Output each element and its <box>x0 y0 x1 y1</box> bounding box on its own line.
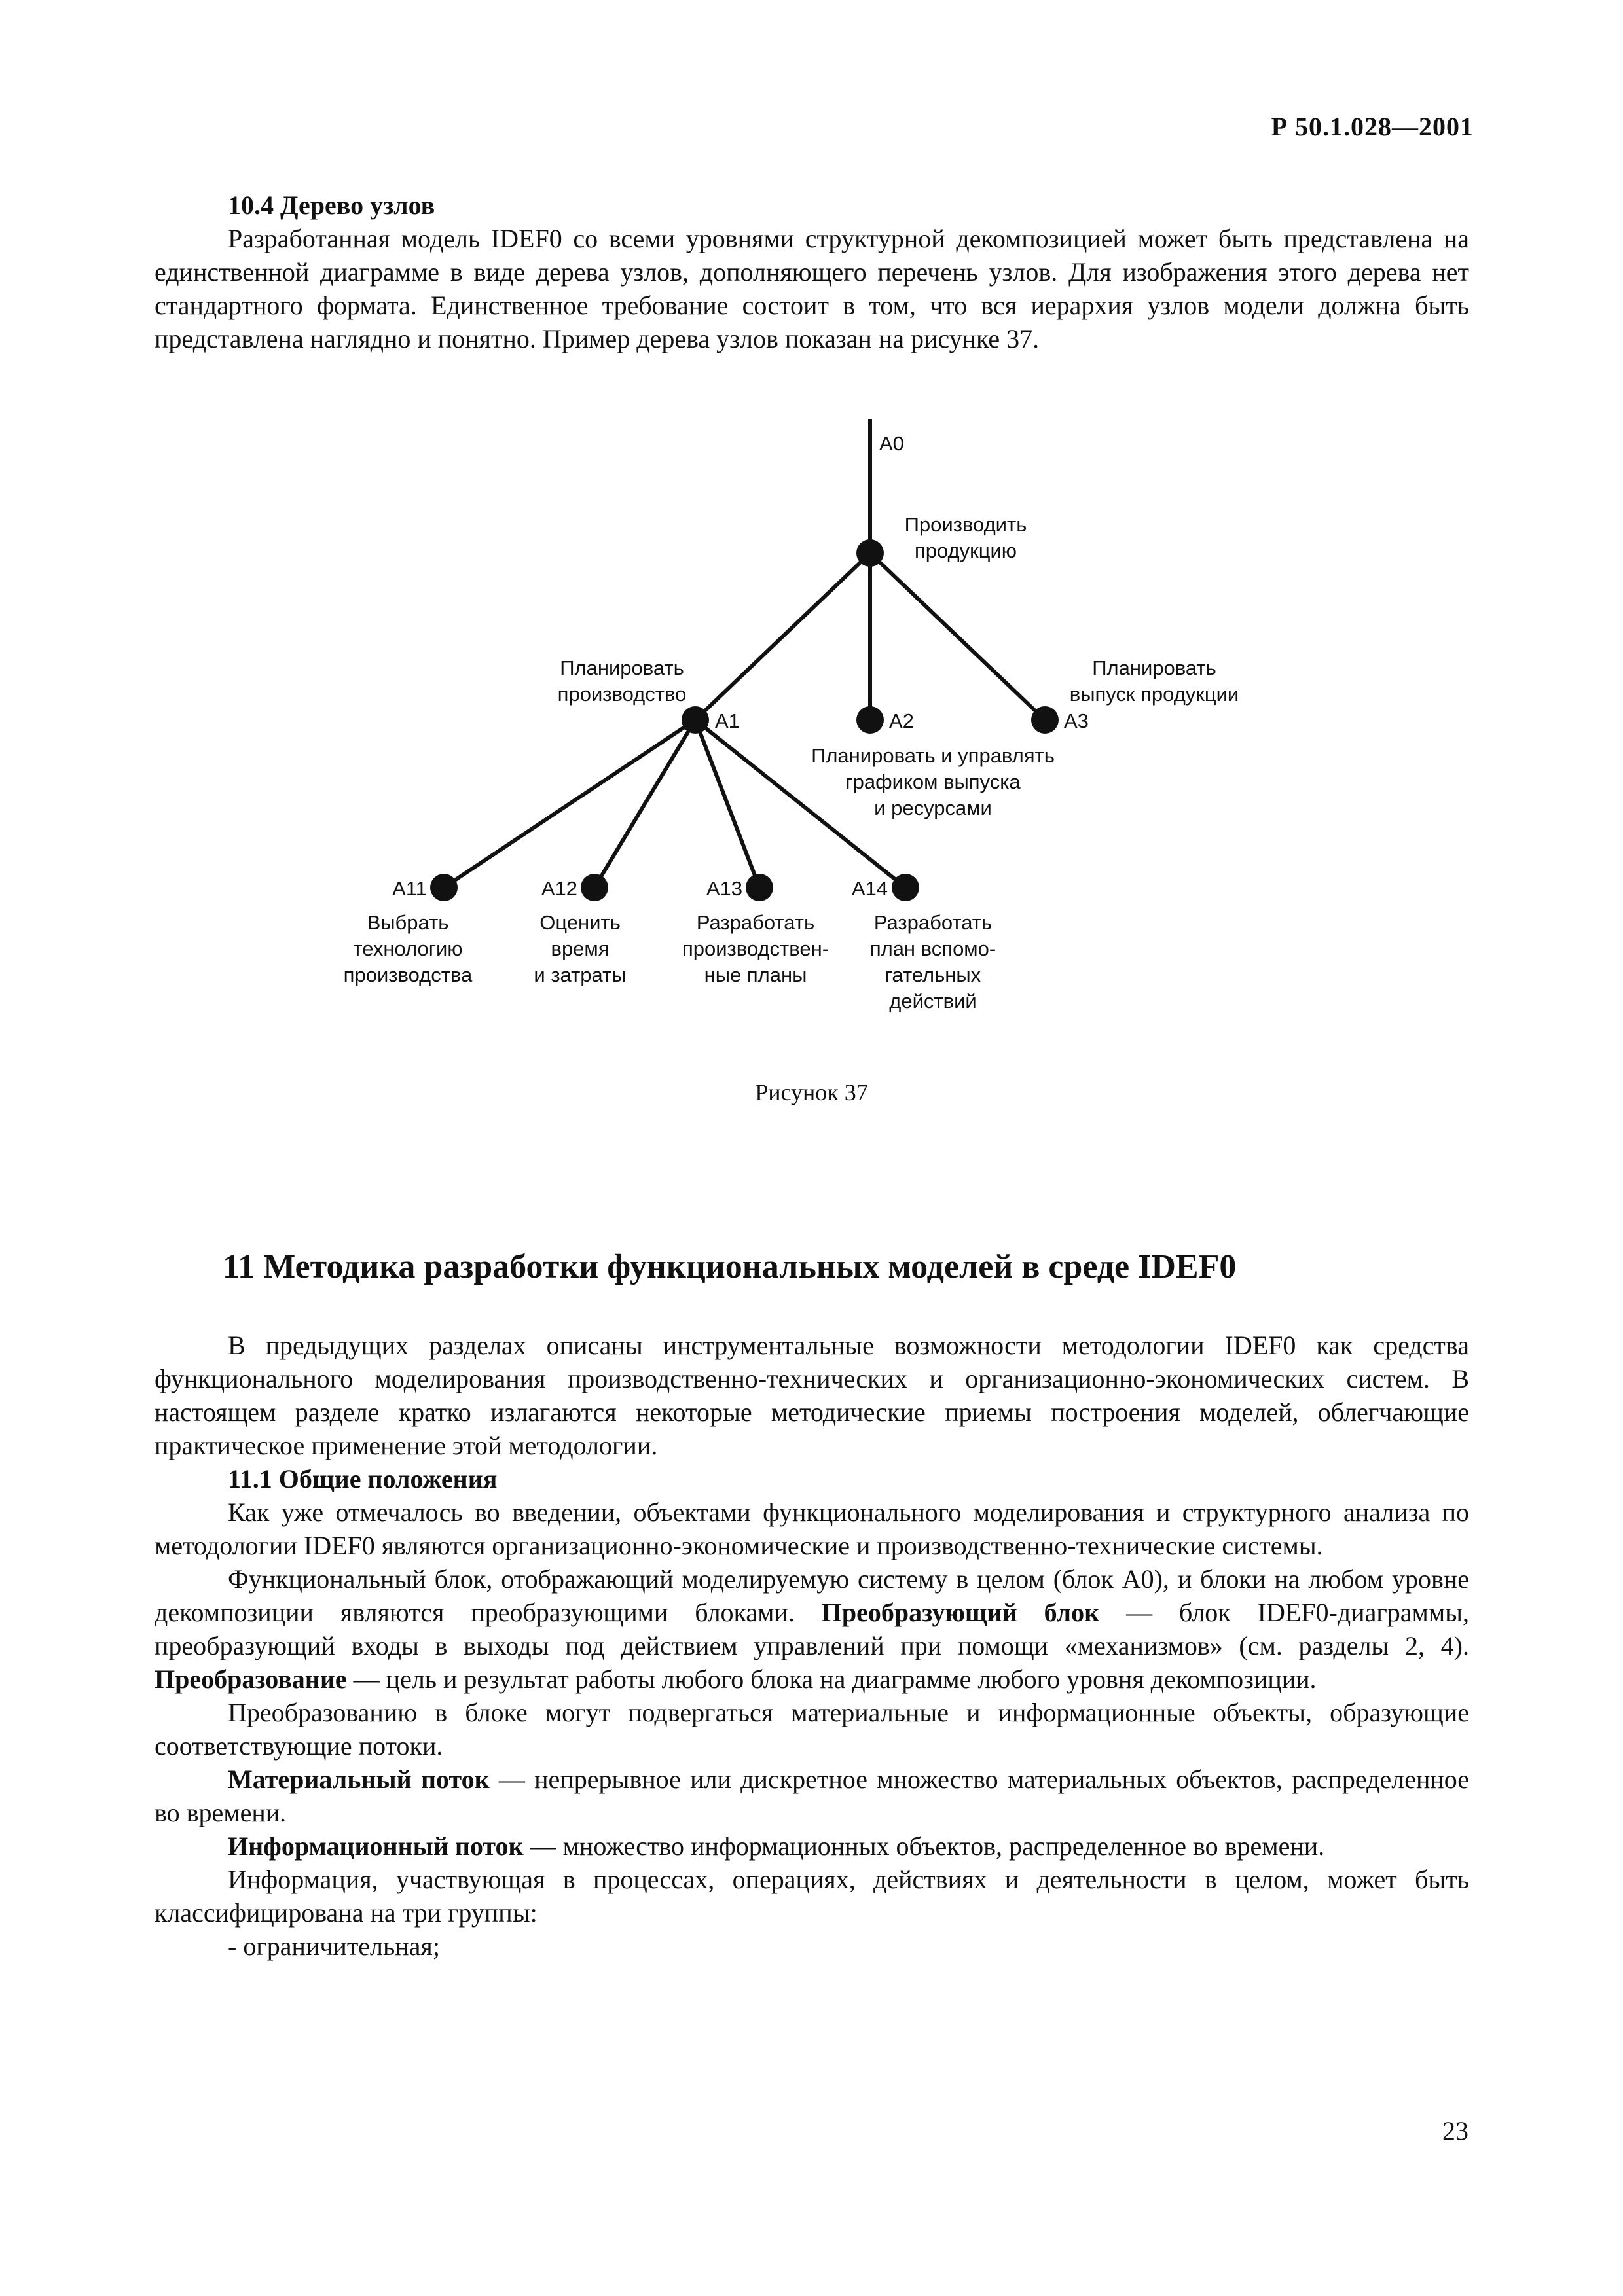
node-a14-title-line: гательных <box>884 963 981 986</box>
figure-caption: Рисунок 37 <box>755 1079 868 1105</box>
chapter-11-intro: В предыдущих разделах описаны инструментальные возможности методологии IDEF0 как средства функционального моделирования производственно-технических и организационно-экономических систем. В настоящем разделе кратко излагаются некоторые методические приемы построения моделей, облегчающие практическое применение этой методологии. <box>155 1331 1469 1460</box>
node-a13-code: А13 <box>706 877 742 900</box>
node-a11-title-line: производства <box>343 963 473 986</box>
node-a3-code: А3 <box>1064 709 1089 732</box>
node-a11 <box>430 874 458 901</box>
node-a3-title-line: Планировать <box>1092 656 1216 679</box>
chapter-11-title: 11 Методика разработки функциональных моделей в среде IDEF0 <box>223 1248 1237 1285</box>
node-a12-title-line: и затраты <box>534 963 627 986</box>
node-a12 <box>581 874 608 901</box>
node-a13-title-line: ные планы <box>704 963 807 986</box>
node-a12-code: А12 <box>541 877 577 900</box>
node-a2-code: А2 <box>889 709 914 732</box>
node-a14-title-line: действий <box>889 990 977 1013</box>
node-a0-code: А0 <box>879 432 904 455</box>
node-a0-title-line: продукцию <box>914 539 1017 562</box>
node-a1-title-line: производство <box>557 683 687 706</box>
term-material-flow: Материальный поток <box>228 1765 490 1794</box>
node-a1-code: А1 <box>715 709 740 732</box>
section-11-1-paragraph: Информация, участвующая в процессах, операциях, действиях и деятельности в целом, может быть классифицирована на три группы: <box>155 1865 1469 1928</box>
node-a2-title-line: Планировать и управлять <box>811 744 1055 767</box>
section-10-4 <box>155 188 1469 355</box>
node-a13 <box>746 874 773 901</box>
node-a11-title-line: Выбрать <box>367 911 449 934</box>
node-a0-title-line: Производить <box>904 513 1027 536</box>
node-a2 <box>856 706 884 734</box>
section-11-1-heading: 11.1 Общие положения <box>228 1464 498 1494</box>
node-a12-title-line: время <box>551 937 610 960</box>
node-a13-title-line: производствен- <box>682 937 830 960</box>
node-a11-title-line: технологию <box>353 937 463 960</box>
section-11-1-paragraph: Материальный поток — непрерывное или дискретное множество материальных объектов, распределенное во времени. <box>155 1765 1470 1827</box>
node-a0 <box>856 539 884 567</box>
node-a1 <box>682 706 709 734</box>
node-a1-title-line: Планировать <box>560 656 684 679</box>
edge-a0-a3 <box>870 553 1045 720</box>
node-a11-code: А11 <box>392 877 427 900</box>
section-11-1-paragraph: Преобразованию в блоке могут подвергаться материальные и информационные объекты, образующие соответствующие потоки. <box>155 1698 1469 1761</box>
node-a14-title-line: Разработать <box>873 911 993 934</box>
edge-a1-a12 <box>594 720 695 888</box>
edge-a1-a11 <box>444 720 695 888</box>
node-a14-code: А14 <box>851 877 888 900</box>
edge-a0-a1 <box>695 553 870 720</box>
node-a13-title-line: Разработать <box>696 911 815 934</box>
section-11-1-paragraph: Информационный поток — множество информационных объектов, распределенное во времени. <box>228 1831 1325 1861</box>
node-a14 <box>892 874 919 901</box>
node-a12-title-line: Оценить <box>539 911 621 934</box>
node-tree-diagram <box>0 406 1623 1073</box>
document-code: Р 50.1.028—2001 <box>1271 112 1474 141</box>
node-a3 <box>1031 706 1059 734</box>
section-11-1-paragraph: Функциональный блок, отображающий моделируемую систему в целом (блок А0), и блоки на любом уровне декомпозиции являются преобразующими блоками. Преобразующий блок — блок IDEF0-диаграммы, преобразующий входы в выходы под действием управлений при помощи «механизмов» (см. разделы 2, 4). Преобразование — цель и результат работы любого блока на диаграмме любого уровня декомпозиции. <box>155 1564 1470 1694</box>
section-10-4-heading: 10.4 Дерево узлов <box>228 190 435 220</box>
term-transforming-block: Преобразующий блок <box>821 1598 1100 1627</box>
node-a3-title-line: выпуск продукции <box>1069 683 1239 706</box>
node-a2-title-line: и ресурсами <box>874 797 992 819</box>
list-item: - ограничительная; <box>228 1931 440 1961</box>
term-transformation: Преобразование <box>155 1664 347 1694</box>
chapter-11-body <box>155 1329 1469 1963</box>
node-a2-title-line: графиком выпуска <box>845 770 1021 793</box>
section-11-1-paragraph: Как уже отмечалось во введении, объектами функционального моделирования и структурного анализа по методологии IDEF0 являются организационно-экономические и производственно-технические системы. <box>155 1498 1469 1560</box>
term-information-flow: Информационный поток <box>228 1831 524 1861</box>
section-10-4-paragraph: Разработанная модель IDEF0 со всеми уровнями структурной декомпозицией может быть представлена на единственной диаграмме в виде дерева узлов, дополняющего перечень узлов. Для изображения этого дерева нет стандартного формата. Единственное требование состоит в том, что вся иерархия узлов модели должна быть представлена наглядно и понятно. Пример дерева узлов показан на рисунке 37. <box>155 224 1469 353</box>
node-a14-title-line: план вспомо- <box>869 937 996 960</box>
node-tree-figure <box>0 406 1623 1073</box>
page-number: 23 <box>1442 2116 1468 2145</box>
